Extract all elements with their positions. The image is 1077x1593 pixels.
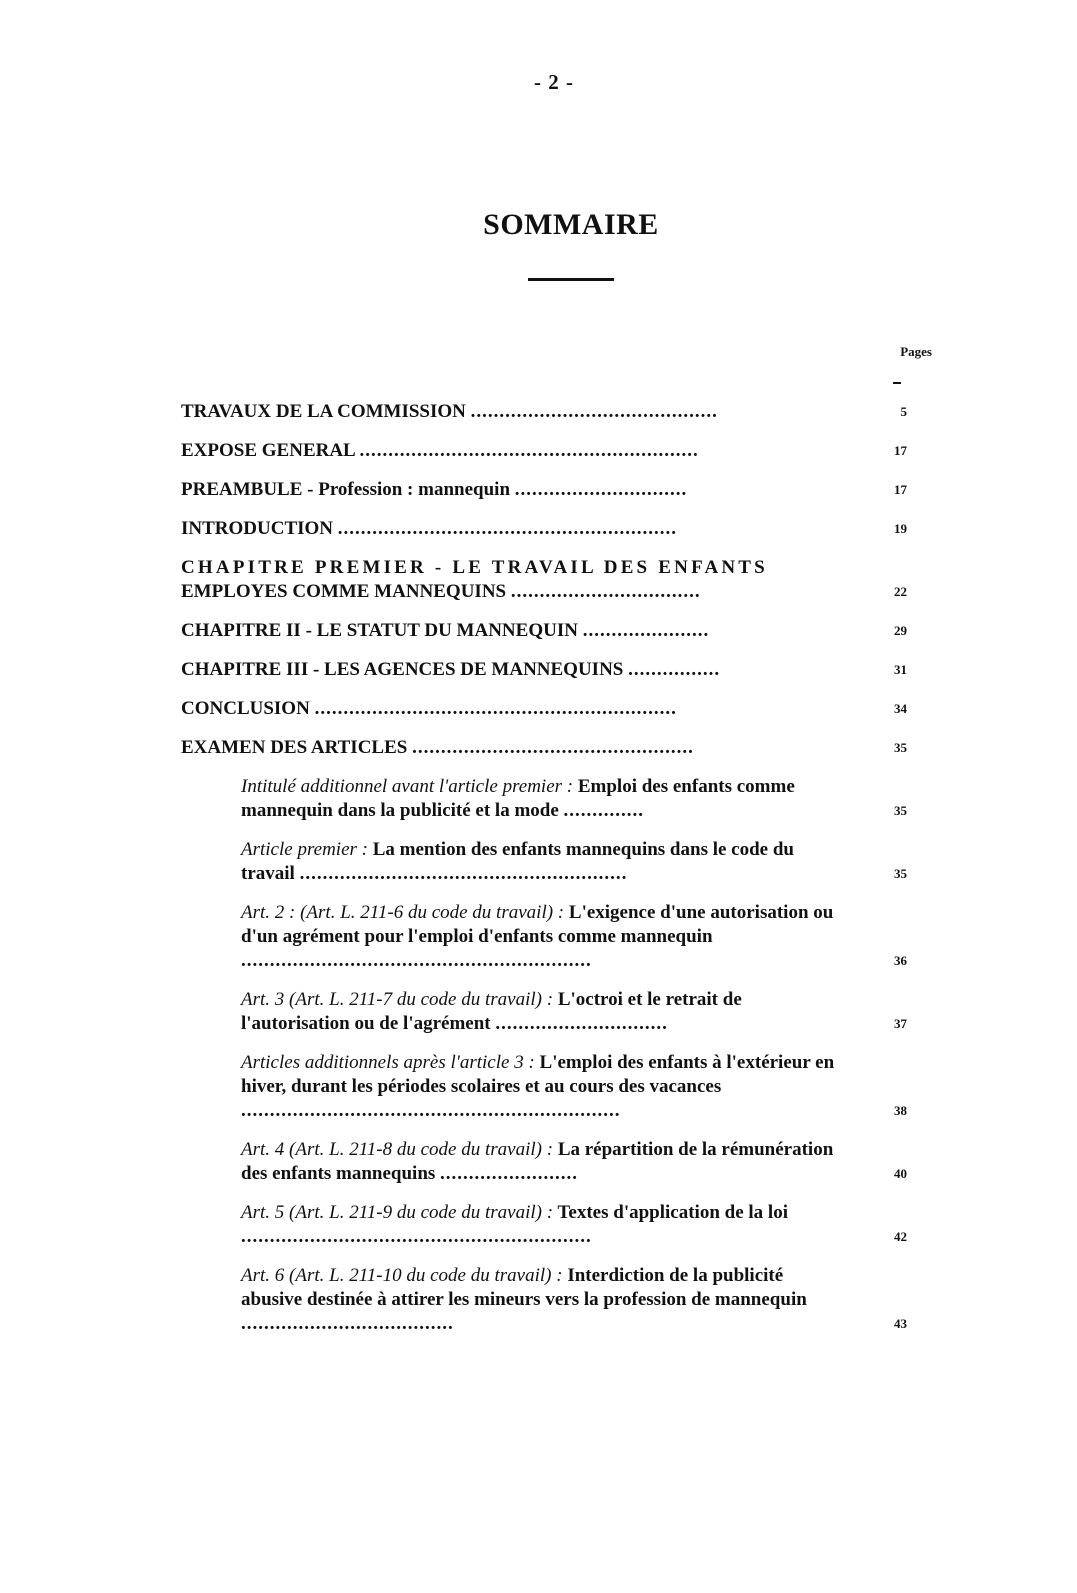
toc-page-number: 34 <box>894 701 907 716</box>
toc-subentry-article-premier[interactable] <box>241 838 907 886</box>
toc-page-number: 5 <box>900 404 907 419</box>
toc-leader-dots: ............................................................. <box>241 1226 592 1247</box>
toc-entry-label: TRAVAUX DE LA COMMISSION <box>181 401 466 422</box>
toc-entry-chapitre-3[interactable] <box>181 658 907 682</box>
toc-leader-dots: ................................................. <box>412 737 694 758</box>
toc-subentry-prefix: Articles additionnels après l'article 3 : <box>241 1052 535 1073</box>
toc-leader-dots: ........................................................... <box>359 440 699 461</box>
toc-leader-dots: ...................... <box>582 620 710 641</box>
toc-subentry-label: La répartition de la rémunération des enfants mannequins <box>241 1139 834 1184</box>
toc-page-number: 31 <box>894 662 907 677</box>
page-title: SOMMAIRE <box>483 208 659 241</box>
toc-subentry-label: Textes d'application de la loi <box>557 1202 788 1223</box>
toc-subentry-prefix: Art. 4 (Art. L. 211-8 du code du travail) : <box>241 1139 554 1160</box>
toc-entry-travaux[interactable] <box>181 400 907 424</box>
toc-leader-dots: .............................. <box>514 479 688 500</box>
toc-entry-label: CHAPITRE II - LE STATUT DU MANNEQUIN <box>181 620 578 641</box>
title-underline <box>528 278 614 281</box>
toc-page-number: 19 <box>894 521 907 536</box>
toc-entry-expose[interactable] <box>181 439 907 463</box>
toc-page-number: 42 <box>894 1229 907 1244</box>
toc-subentry-label: La mention des enfants mannequins dans le code du travail <box>241 839 794 884</box>
toc-page-number: 35 <box>894 740 907 755</box>
toc-entry-label-line1: CHAPITRE PREMIER - LE TRAVAIL DES ENFANTS <box>181 557 768 578</box>
toc-subentry-prefix: Art. 3 (Art. L. 211-7 du code du travail) : <box>241 989 554 1010</box>
toc-subentry-label: L'octroi et le retrait de l'autorisation ou de l'agrément <box>241 989 742 1034</box>
page-number: - 2 - <box>534 70 574 94</box>
toc-leader-dots: .............................. <box>495 1013 668 1034</box>
toc-entry-examen[interactable] <box>181 736 907 760</box>
toc-subentry-label: L'emploi des enfants à l'extérieur en hiver, durant les périodes scolaires et au cours des vacances <box>241 1052 835 1097</box>
toc-page-number: 22 <box>894 584 907 599</box>
toc-leader-dots: .............. <box>563 800 645 821</box>
toc-leader-dots: ......................................................... <box>299 863 628 884</box>
toc-subentry-prefix: Art. 6 (Art. L. 211-10 du code du travail) : <box>241 1265 563 1286</box>
toc-subentry-art-5[interactable] <box>241 1201 907 1249</box>
toc-page-number: 35 <box>894 866 907 881</box>
toc-leader-dots: ................................. <box>510 581 701 602</box>
toc-entry-label: INTRODUCTION <box>181 518 334 539</box>
toc-leader-dots: .................................................................. <box>241 1100 621 1121</box>
toc-leader-dots: ................ <box>628 659 721 680</box>
toc-page-number: 37 <box>894 1016 907 1031</box>
toc-leader-dots: ............................................................. <box>241 950 592 971</box>
toc-leader-dots: ........................................................... <box>337 518 678 539</box>
toc-page-number: 35 <box>894 803 907 818</box>
toc-entry-chapitre-premier[interactable] <box>181 556 907 604</box>
toc-leader-dots: ........................ <box>440 1163 579 1184</box>
toc-leader-dots: ............................................................... <box>314 698 677 719</box>
toc-entry-chapitre-2[interactable] <box>181 619 907 643</box>
pages-column-dash <box>893 382 901 384</box>
toc-subentry-label: Emploi des enfants comme mannequin dans la publicité et la mode <box>241 776 795 821</box>
toc-subentry-prefix: Art. 5 (Art. L. 211-9 du code du travail) : <box>241 1202 554 1223</box>
toc-page-number: 17 <box>894 443 907 458</box>
toc-page-number: 17 <box>894 482 907 497</box>
toc-leader-dots: ........................................... <box>470 401 718 422</box>
toc-entry-label: PREAMBULE - Profession : mannequin <box>181 479 511 500</box>
toc-subentry-prefix: Intitulé additionnel avant l'article premier : <box>241 776 574 797</box>
toc-subentry-articles-additionnels[interactable] <box>241 1051 907 1123</box>
toc-entry-label: CHAPITRE III - LES AGENCES DE MANNEQUINS <box>181 659 624 680</box>
toc-entry-label: EXPOSE GENERAL <box>181 440 355 461</box>
toc-subentry-intitule[interactable] <box>241 775 907 823</box>
toc-subentry-art-4[interactable] <box>241 1138 907 1186</box>
toc-subentry-label: Interdiction de la publicité abusive destinée à attirer les mineurs vers la profession de mannequin <box>241 1265 807 1310</box>
toc-subentry-art-2[interactable] <box>241 901 907 973</box>
toc-page-number: 40 <box>894 1166 907 1181</box>
toc-entry-preambule[interactable] <box>181 478 907 502</box>
toc-subentry-label: L'exigence d'une autorisation ou d'un agrément pour l'emploi d'enfants comme mannequin <box>241 902 834 947</box>
toc-entry-label: EMPLOYES COMME MANNEQUINS <box>181 581 507 602</box>
toc-entry-label: CONCLUSION <box>181 698 310 719</box>
toc-entry-label: EXAMEN DES ARTICLES <box>181 737 408 758</box>
toc-page-number: 36 <box>894 953 907 968</box>
pages-column-label: Pages <box>900 344 932 359</box>
toc-entry-conclusion[interactable] <box>181 697 907 721</box>
toc-page-number: 29 <box>894 623 907 638</box>
toc-subentry-prefix: Article premier : <box>241 839 368 860</box>
toc-entry-introduction[interactable] <box>181 517 907 541</box>
toc-page-number: 38 <box>894 1103 907 1118</box>
toc-page-number: 43 <box>894 1316 907 1331</box>
toc-leader-dots: ..................................... <box>241 1313 454 1334</box>
table-of-contents <box>0 400 1077 1351</box>
toc-subentry-prefix: Art. 2 : (Art. L. 211-6 du code du travail) : <box>241 902 565 923</box>
toc-subentry-art-6[interactable] <box>241 1264 907 1336</box>
toc-subentry-art-3[interactable] <box>241 988 907 1036</box>
